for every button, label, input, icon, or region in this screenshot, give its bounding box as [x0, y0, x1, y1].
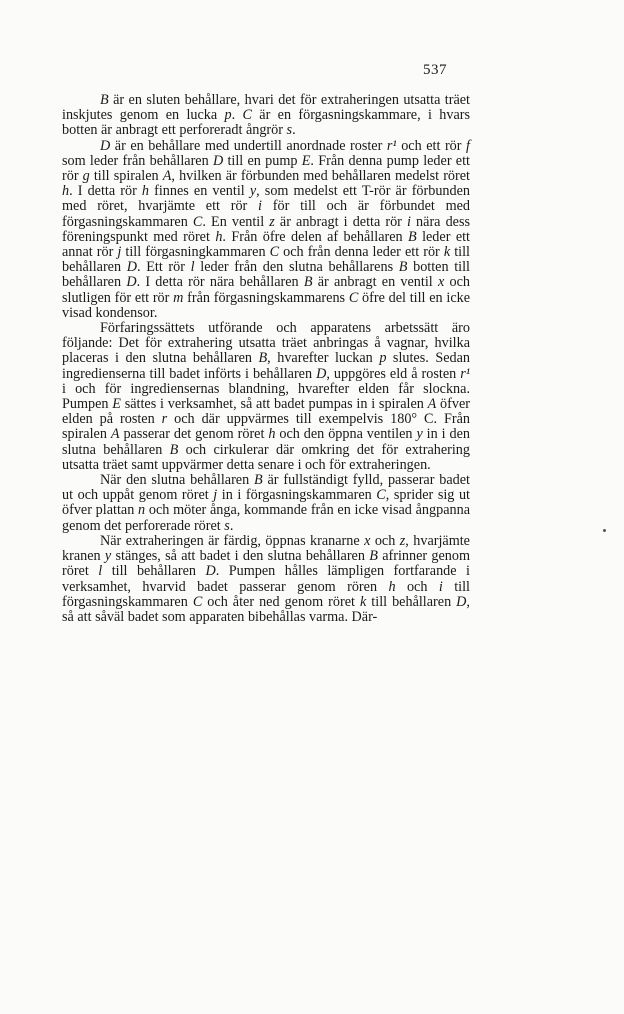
- page-number: 537: [423, 62, 447, 78]
- italic-symbol: r: [161, 411, 168, 428]
- italic-symbol: D: [316, 365, 327, 382]
- text-run: till behållaren: [62, 244, 470, 276]
- italic-symbol: h: [62, 183, 70, 200]
- italic-symbol: A: [162, 168, 172, 185]
- italic-symbol: p: [224, 107, 232, 124]
- text-run: och ett rör: [396, 137, 467, 154]
- italic-symbol: B: [408, 228, 417, 245]
- italic-symbol: B: [100, 92, 109, 108]
- text-run: . Från öfre delen af behållaren: [222, 228, 408, 245]
- text-run: och: [370, 532, 400, 549]
- italic-symbol: n: [138, 502, 146, 519]
- text-run: När den slutna behållaren: [100, 472, 255, 489]
- italic-symbol: A: [427, 396, 437, 413]
- italic-symbol: h: [215, 228, 223, 245]
- italic-symbol: g: [82, 168, 90, 185]
- text-run: , hvarjämte kranen: [62, 532, 470, 565]
- text-run: är fullständigt fylld, passerar badet ut och uppåt genom röret: [62, 472, 470, 504]
- italic-symbol: r¹: [460, 365, 470, 382]
- text-run: öfre del till en icke visad kondensor.: [62, 289, 471, 321]
- text-run: till behållaren: [102, 563, 206, 580]
- italic-symbol: m: [173, 289, 184, 306]
- italic-symbol: h: [268, 426, 276, 443]
- text-run: och den öppna ventilen: [275, 426, 417, 443]
- text-run: , så att såväl badet som apparaten bibehållas varma. Där-: [62, 593, 470, 625]
- italic-symbol: k: [443, 244, 451, 261]
- text-run: , som medelst ett T-rör är förbunden med röret, hvarjämte ett rör: [62, 183, 471, 215]
- text-run: sättes i verksamhet, så att badet pumpas in i spiralen: [120, 396, 428, 413]
- italic-symbol: B: [398, 259, 408, 276]
- italic-symbol: D: [126, 259, 137, 276]
- text-run: och möter ånga, kommande från en icke visad ångpanna genom det perforerade röret: [62, 502, 470, 534]
- italic-symbol: C: [192, 593, 203, 610]
- italic-symbol: C: [269, 244, 280, 261]
- text-run: in i förgasningskammaren: [217, 487, 377, 504]
- text-run: till en pump: [223, 152, 302, 169]
- text-run: . Från denna pump leder ett rör: [62, 152, 470, 185]
- italic-symbol: p: [379, 350, 387, 367]
- text-run: leder ett annat rör: [62, 228, 470, 261]
- italic-symbol: A: [110, 426, 120, 443]
- italic-symbol: y: [104, 548, 112, 565]
- italic-symbol: i: [407, 213, 411, 230]
- italic-symbol: y: [249, 183, 257, 200]
- text-run: är anbragt en ventil: [312, 274, 438, 291]
- italic-symbol: z: [269, 213, 275, 230]
- text-run: är en sluten behållare, hvari det för extraheringen utsatta träet inskjutes genom en lucka: [62, 92, 470, 124]
- text-run: i och för ingrediensernas blandning, hvarefter elden får slockna. Pumpen: [62, 380, 470, 413]
- italic-symbol: B: [258, 350, 268, 367]
- italic-symbol: l: [190, 259, 195, 276]
- italic-symbol: D: [212, 152, 224, 169]
- text-run: stänges, så att badet i den slutna behållaren: [111, 548, 370, 565]
- text-run: till förgasningkammaren: [121, 244, 270, 261]
- paragraph: [62, 139, 470, 321]
- text-run: passerar det genom röret: [119, 426, 269, 443]
- text-run: , hvilken är förbunden med behållaren medelst röret: [171, 168, 470, 185]
- italic-symbol: s: [224, 517, 230, 534]
- italic-symbol: C: [192, 213, 203, 230]
- text-run: slutes. Sedan ingredienserna till badet införts i behållaren: [62, 350, 470, 382]
- text-run: botten till behållaren: [62, 259, 470, 291]
- text-run: in i den slutna behållaren: [62, 426, 470, 458]
- text-run: är anbragt i detta rör: [274, 213, 408, 230]
- text-run: . En ventil: [202, 213, 270, 230]
- italic-symbol: D: [456, 593, 467, 610]
- italic-symbol: E: [301, 152, 311, 169]
- italic-symbol: i: [258, 198, 262, 215]
- italic-symbol: y: [416, 426, 423, 443]
- italic-symbol: D: [126, 274, 137, 291]
- text-run: och slutligen för ett rör: [62, 274, 470, 306]
- italic-symbol: l: [98, 563, 103, 580]
- italic-symbol: z: [399, 532, 406, 549]
- italic-symbol: k: [359, 593, 367, 610]
- italic-symbol: j: [117, 244, 122, 261]
- body-text: [62, 93, 470, 625]
- text-run: , sprider sig ut öfver plattan: [62, 487, 471, 519]
- text-run: leder från den slutna behållarens: [194, 259, 399, 276]
- italic-symbol: h: [388, 578, 396, 595]
- italic-symbol: i: [438, 578, 443, 595]
- paragraph: [62, 473, 470, 534]
- italic-symbol: B: [254, 472, 263, 489]
- italic-symbol: x: [437, 274, 445, 291]
- text-run: .: [231, 107, 243, 124]
- text-run: nära dess föreningspunkt med röret: [62, 213, 470, 245]
- paper-speck: [603, 529, 606, 532]
- text-run: öfver elden på rosten: [62, 396, 470, 428]
- paragraph: [62, 93, 470, 139]
- italic-symbol: C: [348, 289, 359, 306]
- text-run: från förgasningskammarens: [183, 289, 349, 306]
- italic-symbol: C: [376, 487, 386, 504]
- italic-symbol: j: [213, 487, 218, 504]
- text-run: finnes en ventil: [149, 183, 250, 200]
- text-run: . I detta rör: [69, 183, 142, 200]
- italic-symbol: D: [100, 137, 111, 154]
- text-run: som leder från behållaren: [62, 152, 213, 169]
- text-run: och cirkulerar där omkring det för extrahering utsatta träet samt uppvärmer detta senare i och för extraheringen.: [62, 441, 470, 473]
- italic-symbol: h: [141, 183, 150, 200]
- italic-symbol: B: [169, 441, 179, 458]
- text-run: till behållaren: [366, 593, 457, 610]
- paragraph: [62, 321, 470, 473]
- text-run: till spiralen: [89, 168, 163, 185]
- text-run: När extraheringen är färdig, öppnas kranarne: [100, 532, 365, 549]
- text-run: .: [292, 122, 296, 139]
- text-run: för till och är förbundet med förgasningskammaren: [62, 198, 471, 230]
- text-run: . Ett rör: [137, 259, 191, 276]
- text-run: Förfaringssättets utförande och apparatens arbetssätt äro följande: Det för extrahering utsatta träet anbringas å vagnar, hvilka placeras i den slutna behållaren: [62, 320, 470, 367]
- text-run: , hvarefter luckan: [267, 350, 380, 367]
- text-run: , uppgöres eld å rosten: [326, 365, 461, 382]
- italic-symbol: f: [466, 137, 470, 154]
- italic-symbol: x: [364, 532, 371, 549]
- text-run: .: [229, 517, 234, 534]
- italic-symbol: B: [303, 274, 313, 291]
- text-run: är en förgasningskammare, i hvars botten är anbragt ett perforeradt ångrör: [62, 107, 470, 139]
- text-run: och åter ned genom röret: [202, 593, 360, 610]
- text-run: och där uppvärmes till exempelvis 180° C. Från spiralen: [62, 411, 471, 443]
- text-run: och: [395, 578, 439, 595]
- text-run: afrinner genom röret: [62, 548, 470, 580]
- italic-symbol: C: [242, 107, 252, 124]
- text-run: är en behållare med undertill anordnade roster: [110, 137, 387, 154]
- italic-symbol: D: [205, 563, 216, 580]
- italic-symbol: s: [286, 122, 293, 139]
- text-run: . Pumpen hålles lämpligen fortfarande i verksamhet, hvarvid badet passerar genom rören: [62, 563, 470, 595]
- text-run: och från denna leder ett rör: [279, 244, 444, 261]
- text-run: till förgasningskammaren: [62, 578, 470, 610]
- italic-symbol: B: [369, 548, 378, 565]
- italic-symbol: E: [112, 396, 121, 413]
- text-run: . I detta rör nära behållaren: [136, 274, 304, 291]
- paragraph: [62, 534, 470, 625]
- italic-symbol: r¹: [386, 137, 397, 154]
